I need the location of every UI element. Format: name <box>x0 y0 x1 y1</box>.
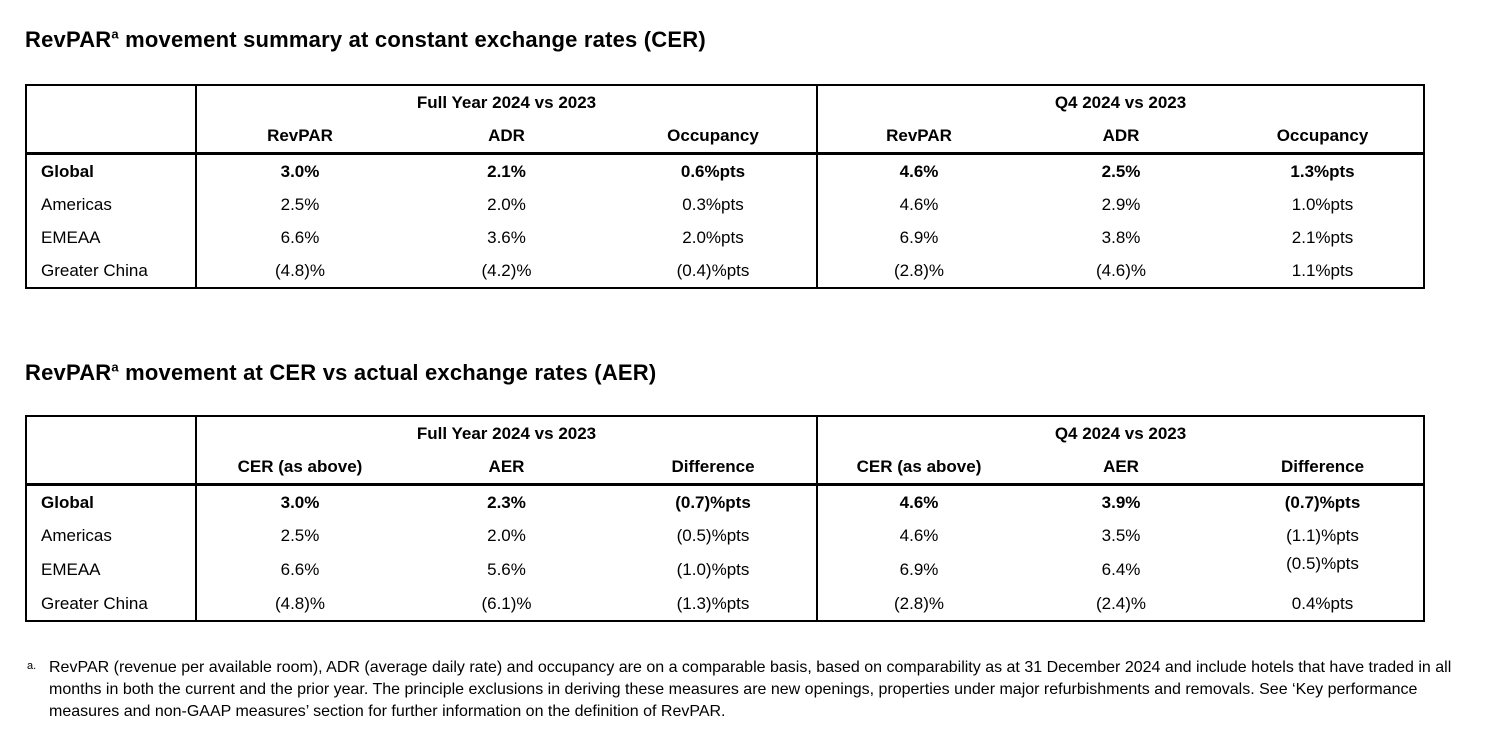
value-cell: 3.9% <box>1101 492 1141 512</box>
column-header: CER (as above) <box>817 450 1020 485</box>
row-label: Greater China <box>41 593 148 613</box>
footnote-text: RevPAR (revenue per available room), ADR (average daily rate) and occupancy are on a comparable basis, based on comparability as at 31 December 2024 and include hotels that have traded in all months in both the current and the prior year. The principle exclusions in deriving these measures are new openings, properties under major refurbishments and removals. See ‘Key performance measures and non-GAAP measures’ section for further information on the definition of RevPAR. <box>49 659 1452 720</box>
column-header: RevPAR <box>817 119 1020 154</box>
value-cell: 4.6% <box>817 485 1020 520</box>
row-label: Global <box>41 492 94 512</box>
table-row <box>26 552 1424 587</box>
value-cell: 3.0% <box>196 485 403 520</box>
value-cell: 5.6% <box>487 559 526 579</box>
value-cell: 2.0%pts <box>682 227 744 247</box>
empty-corner-cell <box>26 416 196 485</box>
column-header: RevPAR <box>196 119 403 154</box>
row-label: Americas <box>41 194 112 214</box>
value-cell: (4.8)% <box>196 587 403 621</box>
table-row <box>26 188 1424 221</box>
section1-title-prefix: RevPAR <box>25 27 112 52</box>
table-row <box>26 519 1424 552</box>
row-label: Greater China <box>41 260 148 280</box>
group-header-row <box>26 85 1424 119</box>
value-cell: (0.4)%pts <box>676 260 750 280</box>
table-row <box>26 221 1424 254</box>
value-cell: 2.1% <box>487 161 526 181</box>
value-cell: 2.0% <box>487 525 526 545</box>
group-header-q4: Q4 2024 vs 2023 <box>817 416 1424 450</box>
value-cell: 2.5% <box>1101 161 1141 181</box>
value-cell: 6.4% <box>1101 559 1141 579</box>
footnote <box>27 657 1489 723</box>
table-row <box>26 485 1424 520</box>
value-cell: 0.6%pts <box>680 161 746 181</box>
value-cell: (4.8)% <box>196 254 403 288</box>
section2-title-rest: movement at CER vs actual exchange rates (AER) <box>118 360 657 385</box>
value-cell: (1.3)%pts <box>676 593 750 613</box>
value-cell: (6.1)% <box>481 593 532 613</box>
value-cell: 4.6% <box>817 188 1020 221</box>
value-cell: 6.9% <box>817 552 1020 587</box>
group-header-row <box>26 416 1424 450</box>
column-header: ADR <box>403 119 610 154</box>
value-cell: 6.6% <box>196 221 403 254</box>
column-header: AER <box>403 450 610 485</box>
value-cell: 3.6% <box>487 227 526 247</box>
value-cell: 2.5% <box>196 519 403 552</box>
group-header-full-year: Full Year 2024 vs 2023 <box>196 85 817 119</box>
column-header-row <box>26 119 1424 154</box>
value-cell: 1.1%pts <box>1291 260 1354 280</box>
value-cell: 2.5% <box>196 188 403 221</box>
value-cell: (0.5)%pts <box>676 525 750 545</box>
section1-title <box>25 27 706 53</box>
value-cell: 3.8% <box>1101 227 1141 247</box>
section1-title-rest: movement summary at constant exchange rates (CER) <box>118 27 706 52</box>
value-cell: (1.0)%pts <box>676 559 750 579</box>
value-cell: (0.5)%pts <box>1286 554 1359 573</box>
value-cell: 0.4%pts <box>1291 593 1354 613</box>
footnote-reference-superscript: a <box>111 359 119 375</box>
value-cell: 2.0% <box>487 194 526 214</box>
cer-summary-table <box>25 84 1425 289</box>
value-cell: (2.4)% <box>1095 593 1147 613</box>
section2-title <box>25 360 656 386</box>
value-cell: (0.7)%pts <box>1284 492 1361 512</box>
value-cell: 2.9% <box>1101 194 1141 214</box>
value-cell: 2.1%pts <box>1291 227 1354 247</box>
value-cell: (4.6)% <box>1095 260 1147 280</box>
value-cell: 2.3% <box>487 492 526 512</box>
value-cell: 4.6% <box>817 154 1020 189</box>
footnote-reference-superscript: a <box>111 26 119 42</box>
row-label: EMEAA <box>41 227 101 247</box>
table-row <box>26 154 1424 189</box>
value-cell: 3.5% <box>1101 525 1141 545</box>
table-row <box>26 587 1424 621</box>
table-row <box>26 254 1424 288</box>
value-cell: (1.1)%pts <box>1286 525 1359 545</box>
footnote-marker: a. <box>27 660 37 672</box>
column-header: Occupancy <box>1222 119 1424 154</box>
group-header-q4: Q4 2024 vs 2023 <box>817 85 1424 119</box>
column-header: Occupancy <box>610 119 817 154</box>
column-header: AER <box>1020 450 1222 485</box>
column-header: Difference <box>1222 450 1424 485</box>
group-header-full-year: Full Year 2024 vs 2023 <box>196 416 817 450</box>
value-cell: (0.7)%pts <box>675 492 751 512</box>
column-header: CER (as above) <box>196 450 403 485</box>
value-cell: 1.3%pts <box>1290 161 1355 181</box>
value-cell: (2.8)% <box>817 587 1020 621</box>
value-cell: 3.0% <box>196 154 403 189</box>
column-header-row <box>26 450 1424 485</box>
column-header: ADR <box>1020 119 1222 154</box>
value-cell: (4.2)% <box>481 260 532 280</box>
value-cell: 1.0%pts <box>1291 194 1354 214</box>
value-cell: (2.8)% <box>817 254 1020 288</box>
empty-corner-cell <box>26 85 196 154</box>
cer-vs-aer-table <box>25 415 1425 622</box>
value-cell: 6.9% <box>817 221 1020 254</box>
value-cell: 4.6% <box>817 519 1020 552</box>
column-header: Difference <box>610 450 817 485</box>
value-cell: 6.6% <box>196 552 403 587</box>
row-label: Americas <box>41 525 112 545</box>
row-label: Global <box>41 161 94 181</box>
row-label: EMEAA <box>41 559 101 579</box>
value-cell: 0.3%pts <box>682 194 744 214</box>
section2-title-prefix: RevPAR <box>25 360 112 385</box>
